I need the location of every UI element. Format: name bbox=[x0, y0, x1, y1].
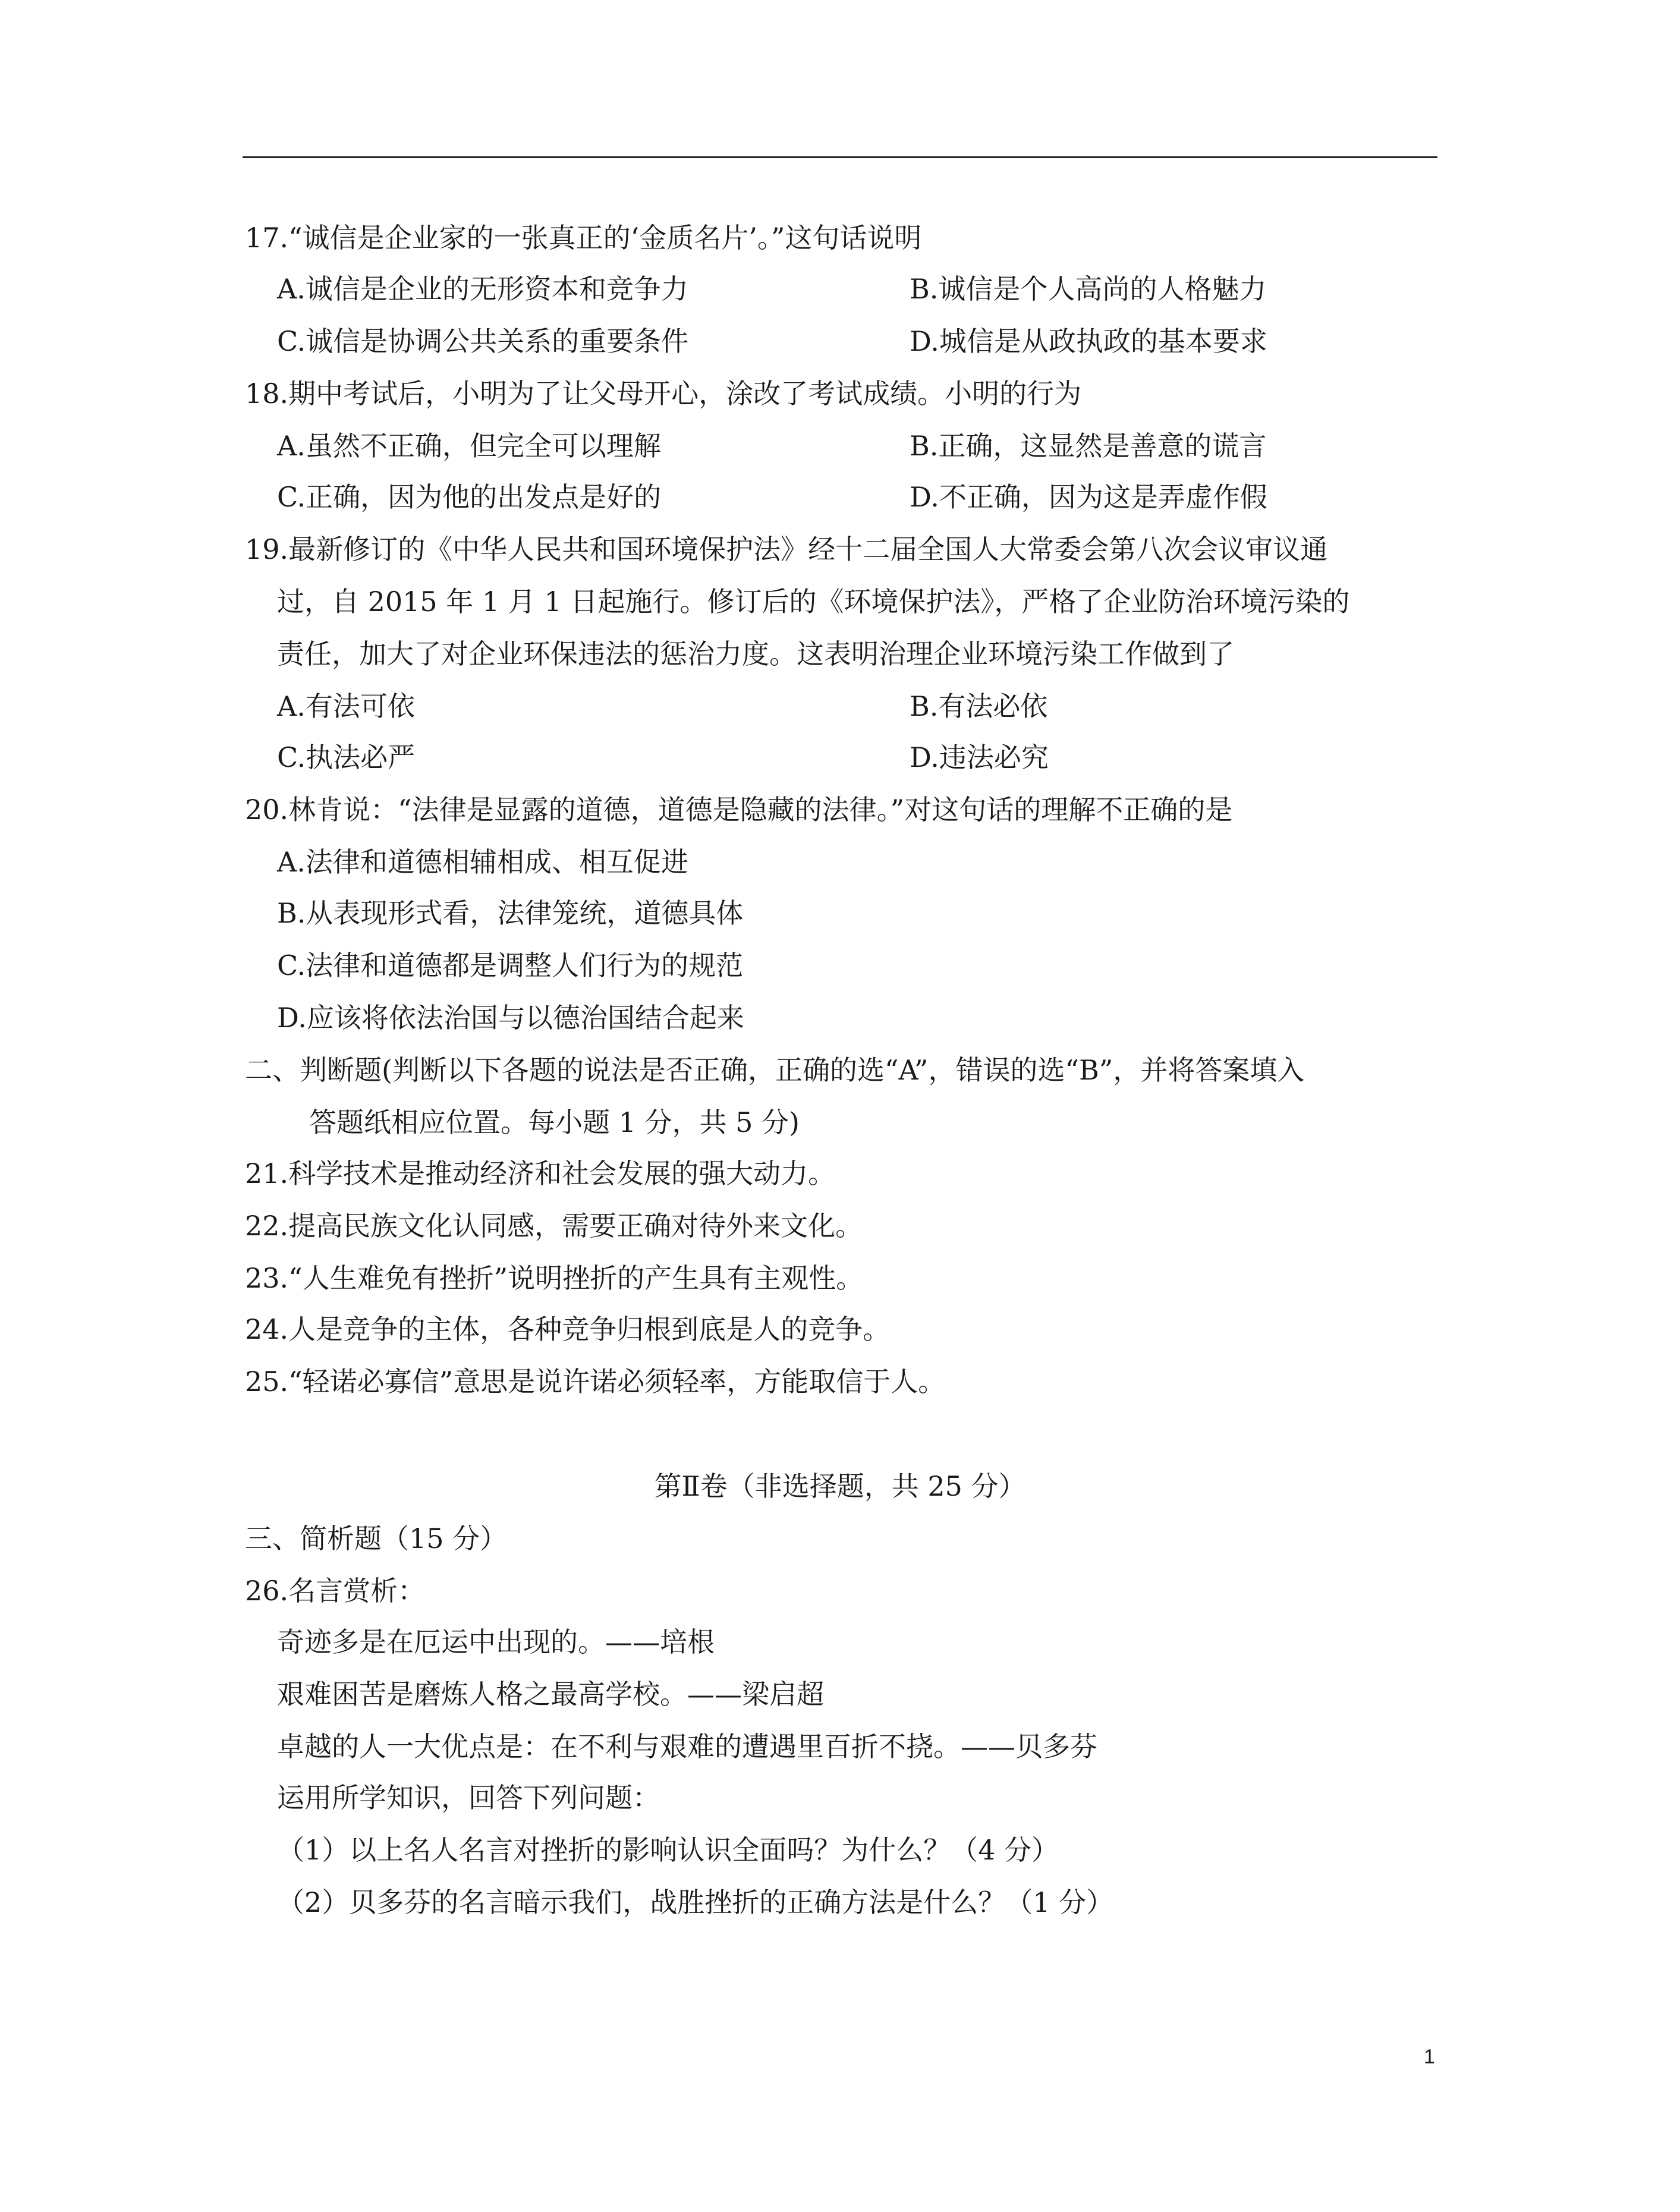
section-2-heading-line-1: 二、判断题(判断以下各题的说法是否正确，正确的选“A”，错误的选“B”，并将答案填入 bbox=[245, 1054, 1305, 1086]
question-19-stem-line-3: 责任，加大了对企业环保违法的惩治力度。这表明治理企业环境污染工作做到了 bbox=[277, 638, 1234, 670]
question-18-option-c: C.正确，因为他的出发点是好的 bbox=[277, 481, 662, 513]
question-22: 22.提高民族文化认同感，需要正确对待外来文化。 bbox=[245, 1210, 863, 1242]
question-19-stem-line-2: 过，自 2015 年 1 月 1 日起施行。修订后的《环境保护法》，严格了企业防治环境污染的 bbox=[277, 586, 1350, 618]
part-2-title: 第Ⅱ卷（非选择题，共 25 分） bbox=[654, 1470, 1026, 1502]
question-24: 24.人是竞争的主体，各种竞争归根到底是人的竞争。 bbox=[245, 1313, 891, 1345]
question-20-option-a: A.法律和道德相辅相成、相互促进 bbox=[277, 846, 688, 878]
question-19-option-d: D.违法必究 bbox=[910, 741, 1049, 773]
question-20-stem: 20.林肯说：“法律是显露的道德，道德是隐藏的法律。”对这句话的理解不正确的是 bbox=[245, 794, 1233, 826]
quote-beethoven: 卓越的人一大优点是：在不利与艰难的遭遇里百折不挠。——贝多芬 bbox=[277, 1730, 1097, 1763]
question-26-instruction: 运用所学知识，回答下列问题： bbox=[277, 1782, 660, 1814]
question-19-option-b: B.有法必依 bbox=[910, 690, 1048, 722]
question-19-option-c: C.执法必严 bbox=[277, 741, 416, 773]
question-18-option-d: D.不正确，因为这是弄虚作假 bbox=[910, 481, 1267, 513]
question-18-option-a: A.虽然不正确，但完全可以理解 bbox=[277, 430, 661, 462]
question-19-option-a: A.有法可依 bbox=[277, 690, 415, 722]
page-number: 1 bbox=[1424, 2046, 1435, 2068]
question-21: 21.科学技术是推动经济和社会发展的强大动力。 bbox=[245, 1157, 836, 1190]
question-18-stem: 18.期中考试后，小明为了让父母开心，涂改了考试成绩。小明的行为 bbox=[245, 377, 1082, 410]
header-rule bbox=[243, 156, 1437, 158]
quote-liang-qichao: 艰难困苦是磨炼人格之最高学校。——梁启超 bbox=[277, 1678, 824, 1710]
section-3-heading: 三、简析题（15 分） bbox=[245, 1522, 508, 1555]
question-26-stem: 26.名言赏析： bbox=[245, 1575, 426, 1607]
question-17-option-a: A.诚信是企业的无形资本和竞争力 bbox=[277, 273, 688, 305]
question-17-stem: 17.“诚信是企业家的一张真正的‘金质名片’。”这句话说明 bbox=[245, 222, 922, 254]
question-20-option-b: B.从表现形式看，法律笼统，道德具体 bbox=[277, 897, 744, 929]
question-19-stem-line-1: 19.最新修订的《中华人民共和国环境保护法》经十二届全国人大常委会第八次会议审议通 bbox=[245, 533, 1328, 565]
section-2-heading-line-2: 答题纸相应位置。每小题 1 分，共 5 分) bbox=[309, 1106, 800, 1138]
question-23: 23.“人生难免有挫折”说明挫折的产生具有主观性。 bbox=[245, 1262, 864, 1294]
question-20-option-c: C.法律和道德都是调整人们行为的规范 bbox=[277, 949, 744, 981]
question-26-sub-2: （2）贝多芬的名言暗示我们，战胜挫折的正确方法是什么？（1 分） bbox=[277, 1886, 1114, 1918]
question-17-option-c: C.诚信是协调公共关系的重要条件 bbox=[277, 325, 689, 357]
question-25: 25.“轻诺必寡信”意思是说许诺必须轻率，方能取信于人。 bbox=[245, 1365, 946, 1398]
question-18-option-b: B.正确，这显然是善意的谎言 bbox=[910, 430, 1267, 462]
quote-bacon: 奇迹多是在厄运中出现的。——培根 bbox=[277, 1626, 715, 1658]
question-26-sub-1: （1）以上名人名言对挫折的影响认识全面吗？为什么？（4 分） bbox=[277, 1834, 1059, 1866]
question-20-option-d: D.应该将依法治国与以德治国结合起来 bbox=[277, 1002, 744, 1034]
question-17-option-d: D.城信是从政执政的基本要求 bbox=[910, 325, 1267, 357]
question-17-option-b: B.诚信是个人高尚的人格魅力 bbox=[910, 273, 1267, 305]
